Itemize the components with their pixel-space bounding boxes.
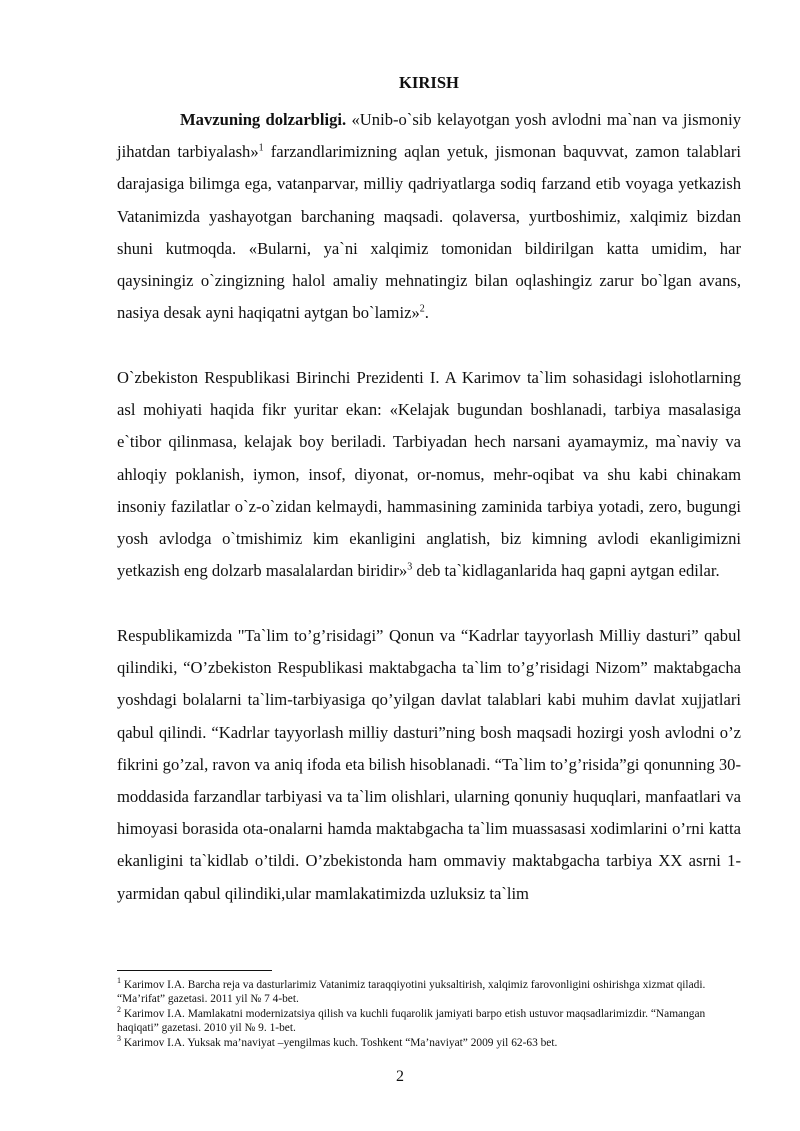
paragraph-text: farzandlarimizning aqlan yetuk, jismonan baquvvat, zamon talablari darajasiga bilimga ega, vatanparvar, milliy qadriyatlarga sodiq farzand etib voyaga yetkazish Vatanimizda yashayotgan barchaning maqsadi. qolaversa, yurtboshimiz, xalqimiz bizdan shuni kutmoqda. «Bularni, ya`ni xalqimiz tomonidan bildirilgan katta umidim, har qaysiningiz o`zingizning halol amaliy mehnatingiz bilan oqlashingiz zarur bo`lgan avans, nasiya desak ayni haqiqatni aytgan bo`lamiz» (117, 142, 741, 323)
paragraph-text: «Unib-o`sib kelayotgan yosh avlodni ma`nan va jismoniy jihatdan tarbiyalash» (117, 110, 742, 162)
footnote-ref[interactable]: 1 (258, 142, 264, 154)
page-number: 2 (396, 1068, 404, 1085)
footnote-ref[interactable]: 3 (407, 561, 413, 573)
paragraph-relevance (117, 104, 741, 329)
footnote-text: Karimov I.A. Mamlakatni modernizatsiya qilish va kuchli fuqarolik jamiyati barpo etish ustuvor maqsadlarimizdir. “Namangan haqiqati” gazetasi. 2010 yil № 9. 1-bet. (117, 1008, 706, 1034)
footnote-number: 1 (117, 976, 121, 986)
footnote-text: Karimov I.A. Yuksak ma’naviyat –yengilmas kuch. Toshkent “Ma’naviyat” 2009 yil 62-63 bet. (121, 1037, 558, 1049)
footnote-item (117, 978, 747, 1006)
paragraph-text: Respublikamizda "Ta`lim to’g’risidagi” Qonun va “Kadrlar tayyorlash Milliy dasturi” qabul qilindiki, “O’zbekiston Respublikasi maktabgacha ta`lim to’g’risidagi Nizom” maktabgacha yoshdagi bolalarni ta`lim-tarbiyasiga qo’yilgan davlat talablari kabi muhim davlat xujjatlari qabul qilindi. “Kadrlar tayyorlash milliy dasturi”ning bosh maqsadi hozirgi yosh avlodni o’z fikrini go’zal, ravon va aniq ifoda eta bilish hisoblanadi. “Ta`lim to’g’risida”gi qonunning 30-moddasida farzandlar tarbiyasi va ta`lim olishlari, ularning qonuniy huquqlari, manfaatlari va himoyasi borasida ota-onalarni hamda maktabgacha ta`lim muassasasi xodimlarini o’rni katta ekanligini ta`kidlab o’tildi. O’zbekistonda ham ommaviy maktabgacha tarbiya XX asrni 1-yarmidan qabul qilindiki,ular mamlakatimizda uzluksiz ta`lim (117, 626, 741, 903)
footnote-text: Karimov I.A. Barcha reja va dasturlarimiz Vatanimiz taraqqiyotini yuksaltirish, xalqimiz farovonligini oshirishga xizmat qiladi. “Ma’rifat” gazetasi. 2011 yil № 7 4-bet. (117, 979, 706, 1005)
paragraph-text: deb ta`kidlaganlarida haq gapni aytgan edilar. (412, 561, 720, 581)
footnote-item (117, 1036, 747, 1050)
footnote-number: 2 (117, 1005, 121, 1015)
paragraph-text: O`zbekiston Respublikasi Birinchi Prezidenti I. A Karimov ta`lim sohasidagi islohotlarning asl mohiyati haqida fikr yuritar ekan: «Kelajak bugundan boshlanadi, tarbiya masalasiga e`tibor qilinmasa, kelajak boy beriladi. Tarbiyadan hech narsani ayamaymiz, ma`naviy va ahloqiy poklanish, iymon, insof, diyonat, or-nomus, mehr-oqibat va shu kabi chinakam insoniy fazilatlar o`z-o`zidan kelmaydi, hammasining zaminida tarbiya yotadi, zero, bugungi yosh avlodga o`tmishimiz kim ekanligini anglatish, biz kimning avlodi ekanligimizni yetkazish eng dolzarb masalalardan biridir» (117, 368, 741, 581)
paragraph-legislation (117, 620, 741, 910)
footnote-ref[interactable]: 2 (419, 303, 425, 315)
paragraph-president-quote (117, 362, 741, 587)
footnotes (117, 978, 747, 1051)
footnote-separator (117, 970, 272, 971)
paragraph-text: . (424, 303, 429, 323)
paragraph-lead: Mavzuning dolzarbligi. (180, 110, 347, 129)
section-title: KIRISH (399, 73, 459, 92)
footnote-item (117, 1007, 747, 1035)
footnote-number: 3 (117, 1034, 121, 1044)
